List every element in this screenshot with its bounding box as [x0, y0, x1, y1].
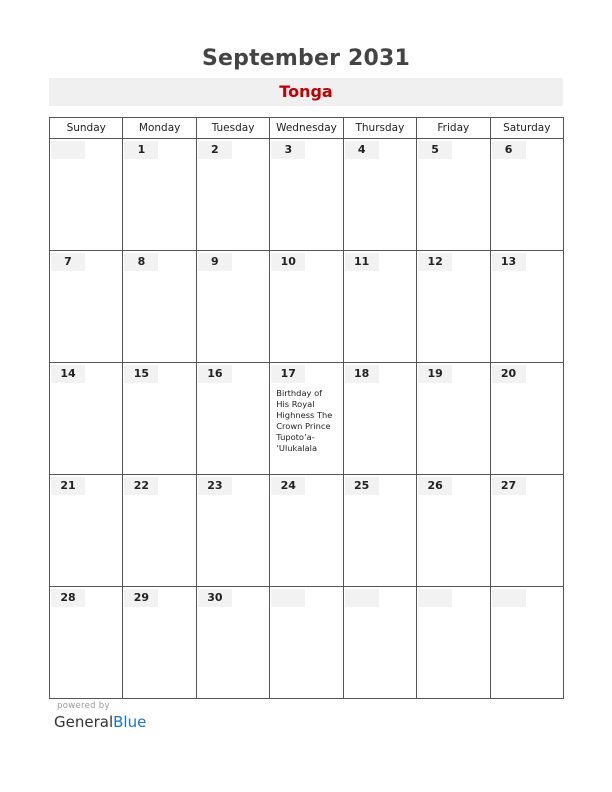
day-number: 13 — [492, 253, 526, 271]
holiday-event-line: ‘Ulukalala — [276, 443, 318, 453]
day-cell — [270, 363, 343, 475]
day-number: 29 — [124, 589, 158, 607]
day-cell — [123, 139, 196, 251]
day-number: 6 — [492, 141, 526, 159]
day-number: 21 — [51, 477, 85, 495]
holiday-event-line: Birthday of — [276, 388, 323, 398]
day-cell — [417, 475, 490, 587]
day-number: 22 — [124, 477, 158, 495]
brand-blue-text: Blue — [113, 713, 147, 731]
day-number: 11 — [345, 253, 379, 271]
day-number: 9 — [198, 253, 232, 271]
country-name: Tonga — [279, 82, 333, 101]
day-cell — [123, 251, 196, 363]
day-number: 15 — [124, 365, 158, 383]
day-number: 4 — [345, 141, 379, 159]
day-number: 12 — [418, 253, 452, 271]
day-cell — [50, 587, 123, 699]
holiday-event-line: Highness The — [276, 410, 333, 420]
day-number: 30 — [198, 589, 232, 607]
day-cell — [490, 587, 563, 699]
day-number: 26 — [418, 477, 452, 495]
day-cell — [123, 475, 196, 587]
powered-by-label: powered by — [57, 701, 110, 711]
day-number: 19 — [418, 365, 452, 383]
day-cell — [343, 587, 416, 699]
day-number: 10 — [271, 253, 305, 271]
day-number: 18 — [345, 365, 379, 383]
calendar-grid — [49, 117, 564, 699]
day-cell — [490, 363, 563, 475]
day-cell — [196, 363, 269, 475]
calendar-week-row — [50, 587, 564, 699]
day-cell — [50, 139, 123, 251]
day-number: 7 — [51, 253, 85, 271]
day-cell — [123, 363, 196, 475]
day-cell — [196, 475, 269, 587]
weekday-thursday: Thursday — [343, 118, 416, 139]
day-cell — [196, 251, 269, 363]
weekday-monday: Monday — [123, 118, 196, 139]
day-cell — [343, 475, 416, 587]
calendar-body — [50, 139, 564, 699]
day-number: 20 — [492, 365, 526, 383]
weekday-saturday: Saturday — [490, 118, 563, 139]
day-cell — [196, 139, 269, 251]
day-cell — [123, 587, 196, 699]
day-number: 1 — [124, 141, 158, 159]
day-cell — [343, 139, 416, 251]
day-cell — [196, 587, 269, 699]
day-number: 5 — [418, 141, 452, 159]
calendar-week-row — [50, 475, 564, 587]
day-cell — [490, 139, 563, 251]
day-number: 3 — [271, 141, 305, 159]
calendar-week-row — [50, 139, 564, 251]
holiday-event — [276, 388, 339, 454]
empty-day-marker — [51, 141, 85, 159]
country-banner — [49, 78, 563, 106]
day-cell — [50, 251, 123, 363]
calendar-week-row — [50, 251, 564, 363]
brand-general-text: General — [54, 713, 114, 731]
day-number: 16 — [198, 365, 232, 383]
day-cell — [490, 475, 563, 587]
page-title: September 2031 — [201, 46, 411, 71]
weekday-header-row — [50, 118, 564, 139]
day-cell — [270, 587, 343, 699]
empty-day-marker — [418, 589, 452, 607]
day-cell — [417, 139, 490, 251]
day-number: 27 — [492, 477, 526, 495]
brand-logo — [54, 713, 146, 731]
weekday-wednesday: Wednesday — [270, 118, 343, 139]
weekday-tuesday: Tuesday — [196, 118, 269, 139]
holiday-event-line: His Royal — [276, 399, 315, 409]
weekday-friday: Friday — [417, 118, 490, 139]
weekday-sunday: Sunday — [50, 118, 123, 139]
day-cell — [270, 475, 343, 587]
day-cell — [417, 363, 490, 475]
day-cell — [50, 363, 123, 475]
day-number: 17 — [271, 365, 305, 383]
day-cell — [270, 139, 343, 251]
day-number: 28 — [51, 589, 85, 607]
day-number: 2 — [198, 141, 232, 159]
empty-day-marker — [492, 589, 526, 607]
day-cell — [343, 251, 416, 363]
day-number: 14 — [51, 365, 85, 383]
day-number: 24 — [271, 477, 305, 495]
day-cell — [50, 475, 123, 587]
day-cell — [417, 587, 490, 699]
empty-day-marker — [345, 589, 379, 607]
day-cell — [343, 363, 416, 475]
calendar-week-row — [50, 363, 564, 475]
day-cell — [490, 251, 563, 363]
day-number: 23 — [198, 477, 232, 495]
holiday-event-line: Crown Prince — [276, 421, 331, 431]
day-cell — [270, 251, 343, 363]
empty-day-marker — [271, 589, 305, 607]
holiday-event-line: Tupoto’a- — [276, 432, 315, 442]
day-number: 25 — [345, 477, 379, 495]
day-number: 8 — [124, 253, 158, 271]
day-cell — [417, 251, 490, 363]
